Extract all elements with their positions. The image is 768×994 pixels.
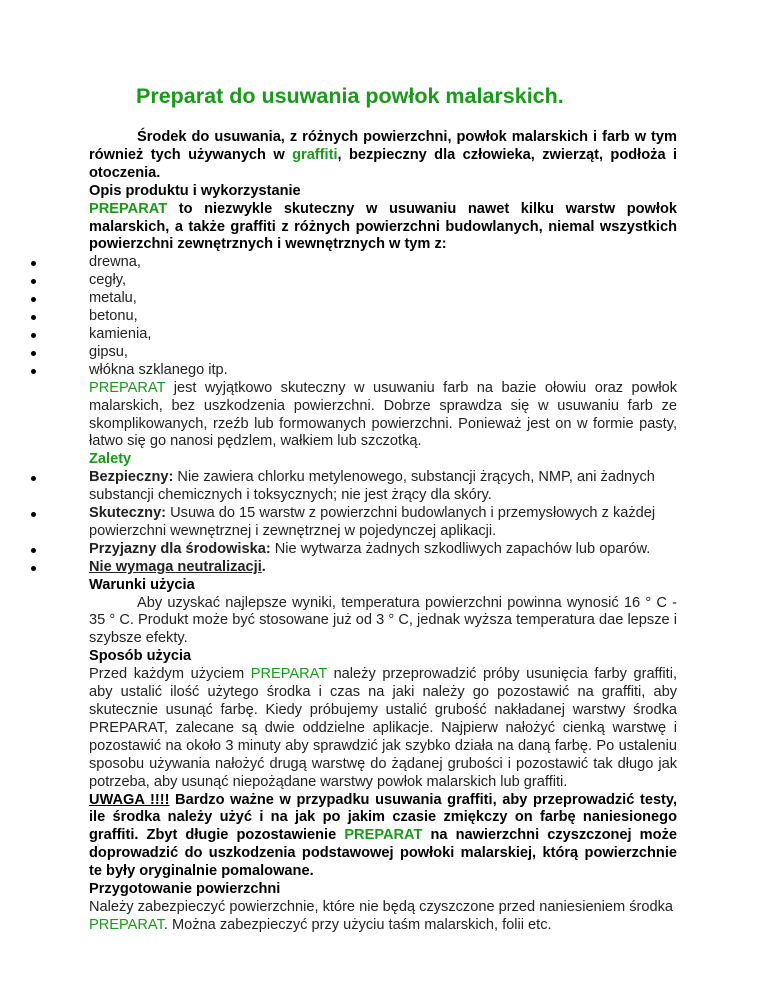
uwaga-brand: PREPARAT xyxy=(344,827,423,844)
uwaga-label: UWAGA !!!! xyxy=(89,791,170,808)
sposob-brand: PREPARAT xyxy=(250,666,327,683)
intro-text-a: Środek do usuwania, z różnych powierzchni, powłok malarskich i farb w tym również tych używanych w xyxy=(89,129,677,163)
uwaga-paragraph xyxy=(89,792,677,882)
lead-text: jest wyjątkowo skuteczny w usuwaniu farb na bazie ołowiu oraz powłok malarskich, bez uszkodzenia powierzchni. Dobrze sprawdza się w usuwaniu farb ze skomplikowanych, rzeźb lub formowanych powierzchni. Ponieważ jest on w formie pasty, łatwo się go nanosi pędzlem, wałkiem lub szczotką. xyxy=(89,379,677,450)
advantage-text: Nie wytwarza żadnych szkodliwych zapachów lub oparów. xyxy=(270,540,651,557)
list-item: gipsu, xyxy=(89,344,677,362)
advantages-list xyxy=(89,469,677,576)
list-item: betonu, xyxy=(89,308,677,326)
document-body xyxy=(89,129,677,935)
intro-paragraph xyxy=(89,129,677,183)
list-item xyxy=(89,541,677,559)
przyg-brand: PREPARAT xyxy=(89,916,164,933)
list-item: kamienia, xyxy=(89,326,677,344)
sposob-heading: Sposób użycia xyxy=(89,648,192,665)
advantage-label: Bezpieczny: xyxy=(89,469,174,486)
warunki-heading: Warunki użycia xyxy=(89,576,195,593)
advantage-label: Nie wymaga neutralizacji xyxy=(89,558,262,575)
advantage-label: Przyjazny dla środowiska: xyxy=(89,540,271,557)
list-item xyxy=(89,559,677,577)
przyg-text-b: . Można zabezpieczyć przy użyciu taśm malarskich, folii etc. xyxy=(163,916,552,933)
opis-text: to niezwykle skuteczny w usuwaniu nawet kilku warstw powłok malarskich, a także graffiti z różnych powierzchni budowlanych, niemal wszystkich powierzchni zewnętrznych i wewnętrznych w tym z: xyxy=(89,200,677,253)
list-item: włókna szklanego itp. xyxy=(89,362,677,380)
uwaga-text-a: Bardzo ważne w przypadku usuwania graffiti, aby przeprowadzić testy, ile środka należy użyć i na jak po jakim czasie zmiękczy on farbę naniesionego graffiti. Zbyt długie pozostawienie xyxy=(89,791,678,844)
warunki-paragraph: Aby uzyskać najlepsze wyniki, temperatura powierzchni powinna wynosić 16 ° C - 35 ° C. Produkt może być stosowane już od 3 ° C, jednak wyższa temperatura dae lepsze i szybsze efekty. xyxy=(89,594,677,647)
list-item: metalu, xyxy=(89,290,677,308)
przygotowanie-heading: Przygotowanie powierzchni xyxy=(89,881,281,898)
sposob-text-a: Przed każdym użyciem xyxy=(89,666,251,683)
sposob-paragraph xyxy=(89,666,677,791)
list-item: drewna, xyxy=(89,254,677,272)
sposob-text-b: należy przeprowadzić próby usunięcia farby graffiti, aby ustalić ilość użytego środka i czas na jaki należy go pozostawić na graffiti, aby skutecznie usunąć farbę. Kiedy próbujemy ustalić grubość nakładanej warstwy środka PREPARAT, zalecane są dwie oddzielne aplikacje. Najpierw nałożyć cienką warstwę i pozostawić na około 3 minuty aby sprawdzić jak szybko działa na daną farbę. Po ustaleniu sposobu używania nałożyć drugą warstwę do żądanej grubości i pozostawić tak długo jak potrzeba, aby usunąć niepożądane warstwy powłok malarskich lub graffiti. xyxy=(89,666,677,790)
lead-brand: PREPARAT xyxy=(89,379,166,396)
intro-text-c: , bezpieczny dla człowieka, zwierząt, podłoża i otoczenia. xyxy=(89,146,678,181)
list-item xyxy=(89,469,677,505)
document-title: Preparat do usuwania powłok malarskich. xyxy=(136,84,564,108)
surfaces-list xyxy=(89,254,677,379)
opis-heading: Opis produktu i wykorzystanie xyxy=(89,182,301,199)
intro-graffiti: graffiti xyxy=(292,146,338,163)
advantage-text: Usuwa do 15 warstw z powierzchni budowlanych i przemysłowych z każdej powierzchni wewnętrznej i zewnętrznej w pojedynczej aplikacji. xyxy=(89,505,656,539)
przygotowanie-paragraph xyxy=(89,899,677,935)
advantage-text: Nie zawiera chlorku metylenowego, substancji żrących, NMP, ani żadnych substancji chemicznych i toksycznych; nie jest żrący dla skóry. xyxy=(89,469,655,504)
zalety-heading: Zalety xyxy=(89,451,132,468)
opis-brand: PREPARAT xyxy=(89,200,168,217)
advantage-label: Skuteczny: xyxy=(89,505,167,522)
list-item: cegły, xyxy=(89,272,677,290)
przyg-text-a: Należy zabezpieczyć powierzchnie, które nie będą czyszczone przed naniesieniem środka xyxy=(89,898,674,915)
uwaga-text-b: na nawierzchni czyszczonej może doprowadzić do uszkodzenia podstawowej powłoki malarskiej, którą powierzchnie te były oryginalnie pomalowane. xyxy=(89,827,677,880)
opis-paragraph xyxy=(89,201,677,255)
list-item xyxy=(89,505,677,541)
lead-paragraph xyxy=(89,380,677,452)
advantage-text: . xyxy=(261,558,266,575)
